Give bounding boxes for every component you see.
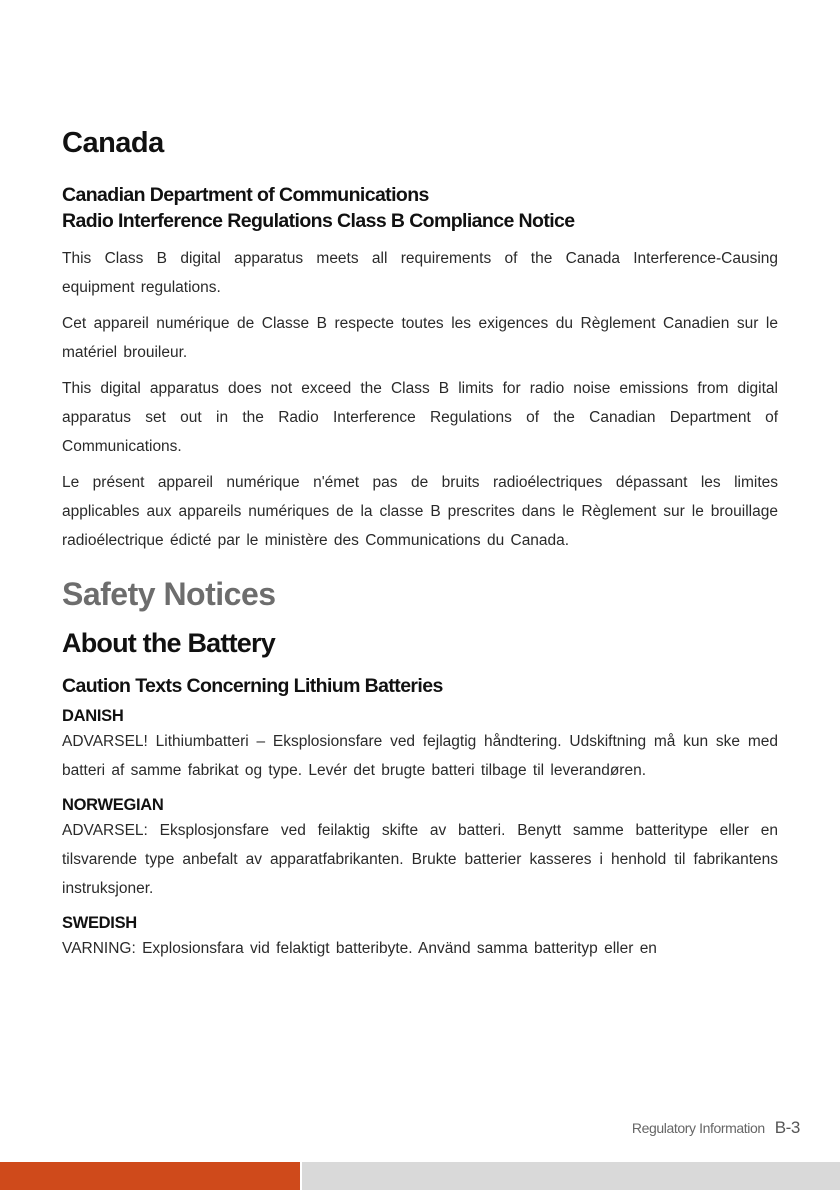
danish-label: DANISH bbox=[62, 707, 124, 725]
norwegian-label: NORWEGIAN bbox=[62, 796, 164, 814]
danish-section bbox=[62, 705, 778, 785]
norwegian-text: ADVARSEL: Eksplosjonsfare ved feilaktig skifte av batteri. Benytt samme batteritype eller en tilsvarende type anbefalt av apparatfabrikanten. Brukte batterier kasseres i henhold til fabrikantens instruksjoner. bbox=[62, 822, 778, 897]
footer-accent-bar bbox=[0, 1162, 300, 1190]
battery-heading: About the Battery bbox=[62, 628, 275, 658]
canada-paragraph-3: This digital apparatus does not exceed the Class B limits for radio noise emissions from digital apparatus set out in the Radio Interference Regulations of the Canadian Department of Communications. bbox=[62, 380, 778, 455]
footer-section-label: Regulatory Information bbox=[631, 1120, 765, 1136]
safety-notices-heading: Safety Notices bbox=[62, 576, 276, 612]
page-footer bbox=[632, 1118, 800, 1138]
swedish-section bbox=[62, 912, 778, 963]
norwegian-section bbox=[62, 794, 778, 903]
canada-heading: Canada bbox=[62, 127, 164, 159]
canada-paragraph-4: Le présent appareil numérique n'émet pas de bruits radioélectriques dépassant les limites applicables aux appareils numériques de la classe B prescrites dans le Règlement sur le brouillage radioélectrique édicté par le ministère des Communications du Canada. bbox=[62, 474, 778, 549]
canada-subheading-line1: Canadian Department of Communications bbox=[62, 184, 429, 206]
canada-paragraph-2: Cet appareil numérique de Classe B respecte toutes les exigences du Règlement Canadien sur le matériel brouileur. bbox=[62, 315, 778, 361]
canada-subheading bbox=[62, 182, 778, 234]
canada-paragraph-1: This Class B digital apparatus meets all requirements of the Canada Interference-Causing equipment regulations. bbox=[62, 250, 778, 296]
danish-text: ADVARSEL! Lithiumbatteri – Eksplosionsfare ved fejlagtig håndtering. Udskiftning må kun ske med batteri af samme fabrikat og type. Levér det brugte batteri tilbage til leverandøren. bbox=[62, 733, 778, 779]
page-number: B-3 bbox=[774, 1118, 800, 1137]
swedish-label: SWEDISH bbox=[62, 914, 137, 932]
canada-subheading-line2: Radio Interference Regulations Class B Compliance Notice bbox=[62, 210, 575, 232]
swedish-text: VARNING: Explosionsfara vid felaktigt batteribyte. Använd samma batterityp eller en bbox=[62, 940, 657, 957]
caution-heading: Caution Texts Concerning Lithium Batteries bbox=[62, 675, 443, 697]
footer-neutral-bar bbox=[302, 1162, 840, 1190]
page-content bbox=[62, 124, 778, 972]
